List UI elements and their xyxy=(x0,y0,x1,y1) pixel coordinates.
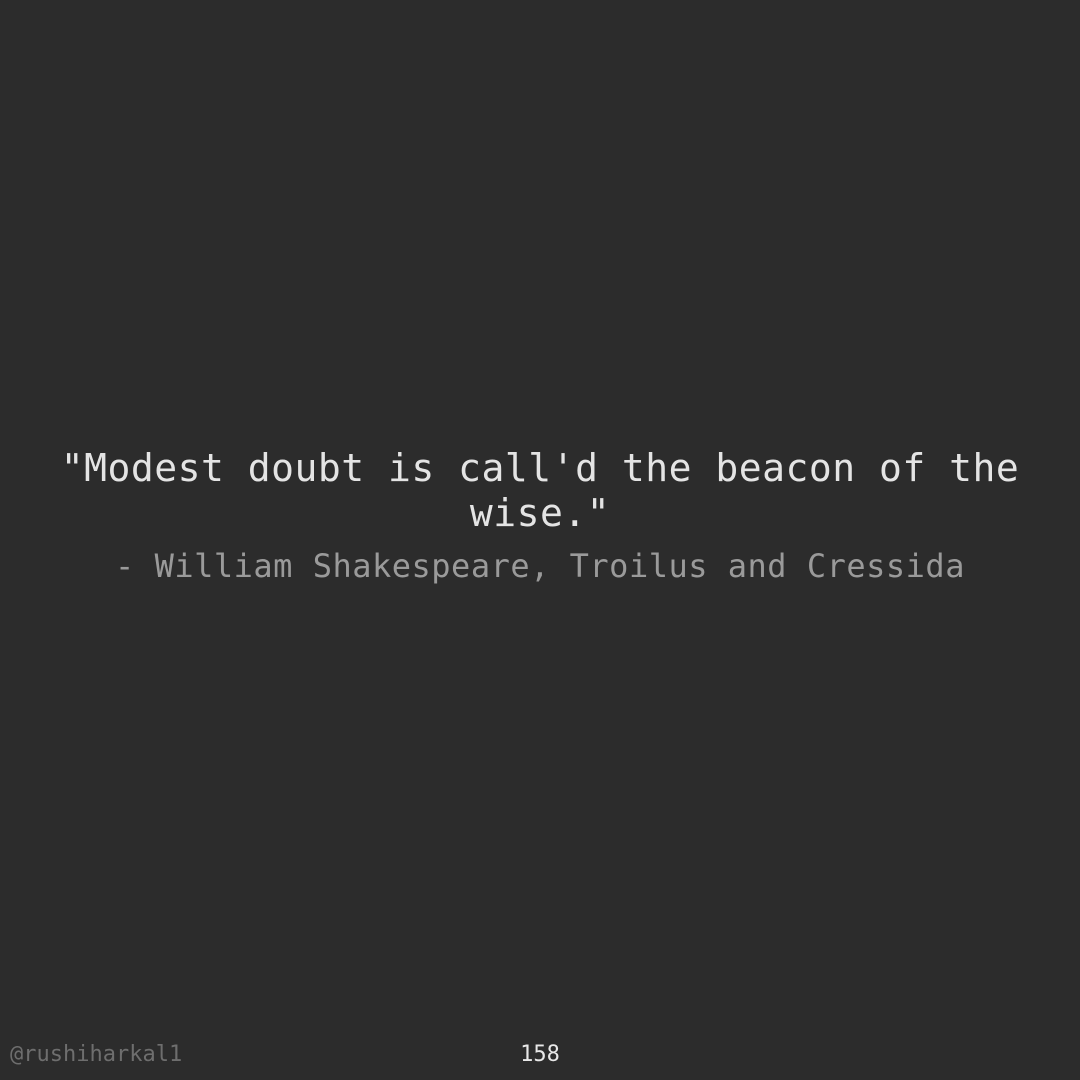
quote-text: "Modest doubt is call'd the beacon of the wise." xyxy=(60,446,1020,535)
author-handle: @rushiharkal1 xyxy=(10,1042,183,1067)
quote-block xyxy=(0,446,1080,588)
page-number: 158 xyxy=(520,1042,560,1067)
quote-attribution: - William Shakespeare, Troilus and Cressida xyxy=(115,547,965,585)
